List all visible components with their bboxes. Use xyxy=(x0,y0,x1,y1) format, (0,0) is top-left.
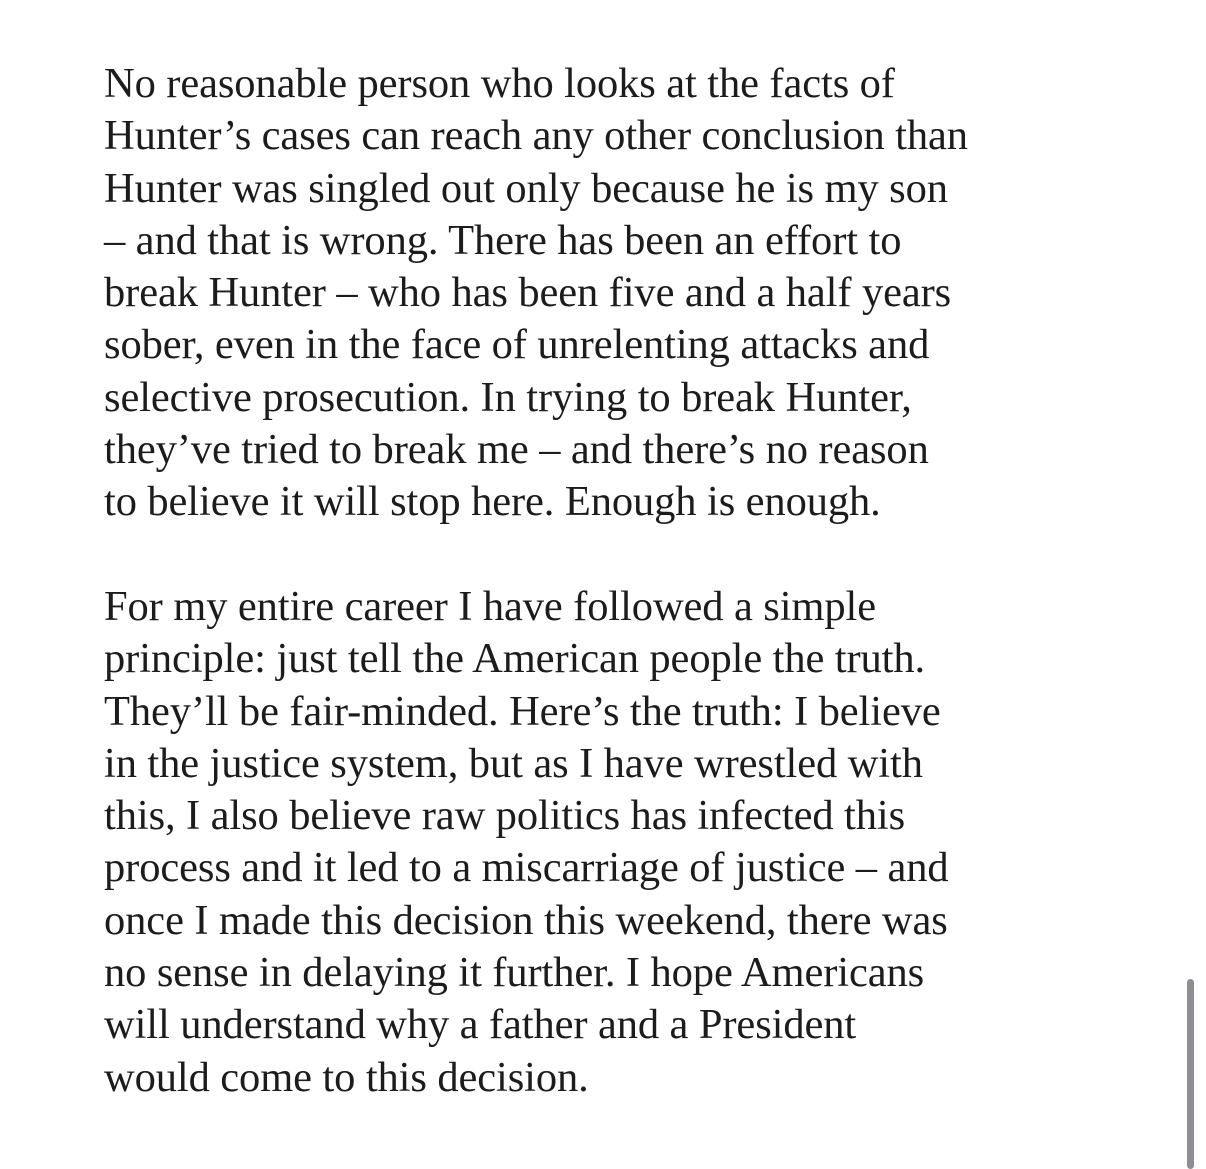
paragraph-1 xyxy=(104,58,1114,529)
text-line: would come to this decision. xyxy=(104,1053,589,1101)
paragraph-2 xyxy=(104,581,1114,1104)
text-line: Hunter was singled out only because he is my son xyxy=(104,164,948,212)
article-body xyxy=(104,58,1114,1104)
text-line: in the justice system, but as I have wrestled with xyxy=(104,739,923,787)
text-line: this, I also believe raw politics has infected this xyxy=(104,792,906,840)
text-line: Hunter’s cases can reach any other conclusion than xyxy=(104,112,968,160)
text-line: – and that is wrong. There has been an effort to xyxy=(104,216,902,264)
vertical-scrollbar-thumb[interactable] xyxy=(1187,979,1194,1169)
text-line: they’ve tried to break me – and there’s no reason xyxy=(104,426,929,474)
text-line: For my entire career I have followed a simple xyxy=(104,582,876,630)
text-line: They’ll be fair-minded. Here’s the truth: I believe xyxy=(104,687,941,735)
text-line: No reasonable person who looks at the facts of xyxy=(104,60,895,107)
text-line: once I made this decision this weekend, there was xyxy=(104,896,948,944)
text-line: selective prosecution. In trying to break Hunter, xyxy=(104,373,912,421)
text-line: to believe it will stop here. Enough is enough. xyxy=(104,478,881,526)
text-line: no sense in delaying it further. I hope Americans xyxy=(104,949,925,997)
text-line: will understand why a father and a President xyxy=(104,1001,857,1049)
text-line: process and it led to a miscarriage of justice – and xyxy=(104,844,949,892)
text-line: break Hunter – who has been five and a half years xyxy=(104,269,952,317)
text-line: principle: just tell the American people the truth. xyxy=(104,635,926,683)
text-line: sober, even in the face of unrelenting attacks and xyxy=(104,321,930,369)
